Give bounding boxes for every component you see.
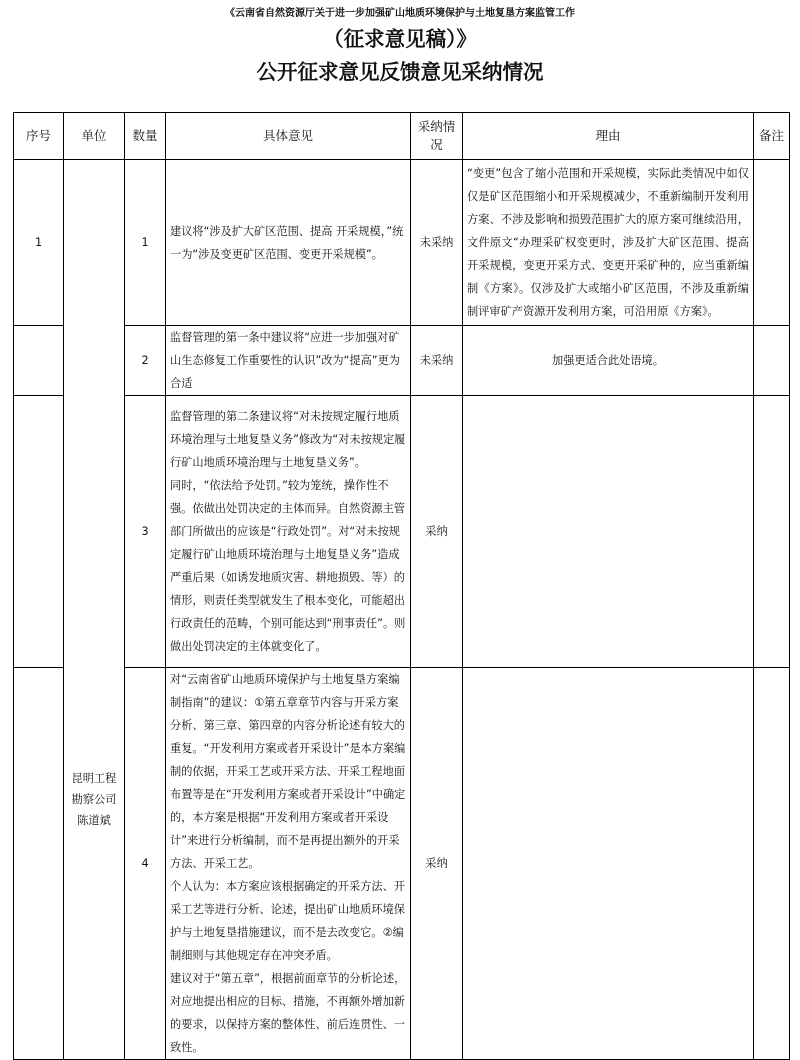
document-title: 《云南省自然资源厅关于进一步加强矿山地质环境保护与土地复垦方案监管工作 xyxy=(225,8,575,19)
opinion-text: 监督管理的第二条建议将“对未按规定履行地质环境治理与土地复垦义务”修改为“对未按规定履行矿山地质环境治理与土地复垦义务”。 xyxy=(170,410,406,469)
adopt-cell: 采纳 xyxy=(411,668,463,1060)
document-title-suffix: （征求意见稿）》 xyxy=(323,26,477,51)
opinion-text: 对“云南省矿山地质环境保护与土地复垦方案编制指南”的建议：①第五章章节内容与开采方案分析、第三章、第四章的内容分析论述有较大的重复。“开发利用方案或者开采设计”是本方案编制的依据，开采工艺或开采方法、开采工程地面布置等是在“开发利用方案或者开采设计”中确定的，本方案是根据“开发利用方案或者开采设计”来进行分析编制，而不是再提出额外的开采方法、开采工艺。 xyxy=(170,673,406,870)
opinion-cell xyxy=(166,668,411,1060)
opinion-text: 个人认为：本方案应该根据确定的开采方法、开采工艺等进行分析、论述，提出矿山地质环境保护与土地复垦措施建议，而不是去改变它。②编制细则与其他规定存在冲突矛盾。 xyxy=(170,880,405,962)
header-adopt: 采纳情况 xyxy=(411,113,463,160)
reason-cell: 加强更适合此处语境。 xyxy=(463,326,754,396)
seq-cell: 1 xyxy=(14,160,64,326)
opinion-text: 建议对于“第五章”，根据前面章节的分析论述，对应地提出相应的目标、措施，不再额外增加新的要求，以保持方案的整体性、前后连贯性、一致性。 xyxy=(170,972,406,1054)
remark-cell xyxy=(754,326,790,396)
table-row xyxy=(14,160,790,326)
header-seq: 序号 xyxy=(14,113,64,160)
opinion-text: 监督管理的第一条中建议将“应进一步加强对矿山生态修复工作重要性的认识”改为“提高”更为合适 xyxy=(170,331,400,390)
seq-cell xyxy=(14,396,64,668)
header-reason: 理由 xyxy=(463,113,754,160)
opinion-cell xyxy=(166,326,411,396)
document-subtitle: 公开征求意见反馈意见采纳情况 xyxy=(256,60,544,85)
header-unit: 单位 xyxy=(64,113,125,160)
adopt-cell: 采纳 xyxy=(411,396,463,668)
remark-cell xyxy=(754,160,790,326)
table-row xyxy=(14,668,790,1060)
opinion-cell xyxy=(166,160,411,326)
remark-cell xyxy=(754,396,790,668)
reason-cell xyxy=(463,396,754,668)
count-cell: 3 xyxy=(125,396,166,668)
seq-cell xyxy=(14,668,64,1060)
opinion-text: 同时，“依法给予处罚。”较为笼统，操作性不强。依做出处罚决定的主体而异。自然资源主管部门所做出的应该是“行政处罚”。对“对未按规定履行矿山地质环境治理与土地复垦义务”造成严重后果（如诱发地质灾害、耕地损毁、等）的情形，则责任类型就发生了根本变化，可能超出行政责任的范畴，个别可能达到“刑事责任”。则做出处罚决定的主体就变化了。 xyxy=(170,479,406,653)
opinion-text: 建议将“涉及扩大矿区范围、提高 开采规模，”统一为“涉及变更矿区范围、变更开采规模”。 xyxy=(170,224,404,261)
table-row xyxy=(14,326,790,396)
count-cell: 1 xyxy=(125,160,166,326)
remark-cell xyxy=(754,668,790,1060)
table-row xyxy=(14,396,790,668)
reason-cell xyxy=(463,668,754,1060)
adopt-cell: 未采纳 xyxy=(411,160,463,326)
adopt-cell: 未采纳 xyxy=(411,326,463,396)
header-count: 数量 xyxy=(125,113,166,160)
table-header-row xyxy=(14,113,790,160)
feedback-table xyxy=(13,112,790,1060)
opinion-cell xyxy=(166,396,411,668)
document-title-block xyxy=(0,4,800,86)
unit-cell: 昆明工程勘察公司陈道斌 xyxy=(64,160,125,1060)
seq-cell xyxy=(14,326,64,396)
count-cell: 2 xyxy=(125,326,166,396)
reason-cell: “变更”包含了缩小范围和开采规模，实际此类情况中如仅仅是矿区范围缩小和开采规模减少，不重新编制开发利用方案、不涉及影响和损毁范围扩大的原方案可继续沿用，文件原文“办理采矿权变更时，涉及扩大矿区范围、提高开采规模，变更开采方式、变更开采矿种的，应当重新编制《方案》。仅涉及扩大或缩小矿区范围，不涉及重新编制评审矿产资源开发利用方案，可沿用原《方案》。 xyxy=(463,160,754,326)
count-cell: 4 xyxy=(125,668,166,1060)
header-opinion: 具体意见 xyxy=(166,113,411,160)
header-remark: 备注 xyxy=(754,113,790,160)
